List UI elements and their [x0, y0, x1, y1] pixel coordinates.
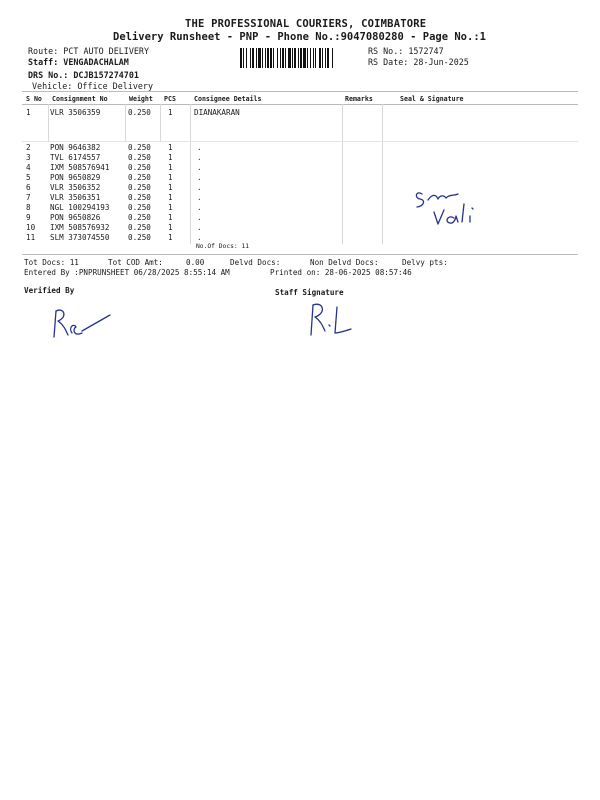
- barcode-bar: [267, 48, 269, 68]
- row-consignee: .: [197, 163, 202, 172]
- row-pcs: 1: [168, 203, 173, 212]
- barcode-image: [240, 48, 365, 68]
- barcode-bar: [319, 48, 321, 68]
- row-consignment: VLR 3506352: [50, 183, 101, 192]
- barcode-bar: [262, 48, 263, 68]
- row-pcs: 1: [168, 163, 173, 172]
- row-pcs: 1: [168, 223, 173, 232]
- barcode-bar: [258, 48, 261, 68]
- row-consignee: .: [197, 183, 202, 192]
- barcode-bar: [288, 48, 291, 68]
- verifier-signature: [46, 303, 126, 343]
- table-top-rule: [22, 91, 578, 92]
- row-weight: 0.250: [128, 153, 151, 162]
- row-consignee: .: [197, 153, 202, 162]
- row-weight: 0.250: [128, 223, 151, 232]
- staff-signature-label: Staff Signature: [275, 288, 344, 297]
- barcode-bar: [256, 48, 257, 68]
- row-weight: 0.250: [128, 233, 151, 242]
- row-pcs: 1: [168, 213, 173, 222]
- row-consignee: .: [197, 173, 202, 182]
- row-weight: 0.250: [128, 193, 151, 202]
- barcode-bar: [270, 48, 272, 68]
- row-weight: 0.250: [128, 108, 151, 117]
- barcode-bar: [240, 48, 242, 68]
- row-weight: 0.250: [128, 143, 151, 152]
- receiver-signature: [410, 180, 490, 230]
- row-weight: 0.250: [128, 183, 151, 192]
- row-pcs: 1: [168, 143, 173, 152]
- row-consignment: PON 9646382: [50, 143, 101, 152]
- row-sno: 9: [26, 213, 31, 222]
- row-consignment: VLR 3506351: [50, 193, 101, 202]
- row-sno: 6: [26, 183, 31, 192]
- row-pcs: 1: [168, 193, 173, 202]
- row-consignee: .: [197, 223, 202, 232]
- row-weight: 0.250: [128, 163, 151, 172]
- row-sno: 10: [26, 223, 36, 232]
- tot-cod-label: Tot COD Amt:: [108, 258, 163, 267]
- drs-info: DRS No.: DCJB157274701: [28, 70, 139, 80]
- barcode-bar: [300, 48, 302, 68]
- row-consignment: IXM 508576941: [50, 163, 110, 172]
- barcode-bar: [292, 48, 293, 68]
- row-consignment: IXM 508576932: [50, 223, 110, 232]
- col-pcs: PCS: [164, 95, 176, 103]
- row-consignment: PON 9650829: [50, 173, 101, 182]
- grid-line: [342, 104, 343, 244]
- barcode-bar: [315, 48, 316, 68]
- barcode-bar: [246, 48, 247, 68]
- barcode-bar: [298, 48, 299, 68]
- col-consignment: Consignment No: [52, 95, 108, 103]
- company-title: THE PROFESSIONAL COURIERS, COIMBATORE: [185, 18, 427, 30]
- barcode-bar: [273, 48, 274, 68]
- col-remarks: Remarks: [345, 95, 373, 103]
- row-sno: 11: [26, 233, 36, 242]
- row-consignee: .: [197, 193, 202, 202]
- barcode-bar: [280, 48, 281, 68]
- vehicle-info: Vehicle: Office Delivery: [32, 81, 154, 91]
- row-consignment: NGL 100294193: [50, 203, 110, 212]
- verified-by-label: Verified By: [24, 286, 75, 295]
- barcode-bar: [282, 48, 284, 68]
- runsheet-subtitle: Delivery Runsheet - PNP - Phone No.:9047080280 - Page No.:1: [113, 31, 486, 43]
- barcode-bar: [277, 48, 278, 68]
- row-weight: 0.250: [128, 173, 151, 182]
- row-weight: 0.250: [128, 213, 151, 222]
- barcode-bar: [294, 48, 296, 68]
- row-consignee: .: [197, 203, 202, 212]
- row-pcs: 1: [168, 183, 173, 192]
- route-info: Route: PCT AUTO DELIVERY: [28, 46, 150, 56]
- rs-date: RS Date: 28-Jun-2025: [368, 57, 469, 67]
- tot-cod-value: 0.00: [186, 258, 205, 267]
- barcode-bar: [243, 48, 244, 68]
- row-pcs: 1: [168, 233, 173, 242]
- non-delvd-docs: Non Delvd Docs:: [310, 258, 379, 267]
- barcode-bar: [250, 48, 251, 68]
- delvd-docs: Delvd Docs:: [230, 258, 281, 267]
- row-sno: 8: [26, 203, 31, 212]
- grid-line: [160, 104, 161, 142]
- staff-signature: [305, 297, 375, 342]
- staff-info: Staff: VENGADACHALAM: [28, 57, 129, 67]
- row-consignee: DIANAKARAN: [194, 108, 240, 117]
- no-of-docs: No.Of Docs: 11: [196, 243, 250, 250]
- row-consignee: .: [197, 233, 202, 242]
- barcode-bar: [307, 48, 308, 68]
- row-divider: [22, 141, 578, 142]
- barcode-bar: [325, 48, 326, 68]
- rs-number: RS No.: 1572747: [368, 46, 444, 56]
- col-seal-signature: Seal & Signature: [400, 95, 464, 103]
- entered-by: Entered By :PNPRUNSHEET 06/28/2025 8:55:14 AM: [24, 268, 230, 277]
- row-consignment: VLR 3506359: [50, 108, 101, 117]
- barcode-bar: [313, 48, 314, 68]
- barcode-bar: [285, 48, 286, 68]
- row-pcs: 1: [168, 153, 173, 162]
- grid-line: [382, 104, 383, 244]
- col-sno: S No: [26, 95, 42, 103]
- barcode-bar: [303, 48, 306, 68]
- grid-line: [190, 104, 191, 244]
- row-consignee: .: [197, 213, 202, 222]
- row-pcs: 1: [168, 108, 173, 117]
- barcode-bar: [332, 48, 333, 68]
- barcode-bar: [265, 48, 266, 68]
- col-consignee: Consignee Details: [194, 95, 262, 103]
- col-weight: Weight: [129, 95, 153, 103]
- row-sno: 4: [26, 163, 31, 172]
- grid-line: [48, 104, 49, 142]
- row-sno: 7: [26, 193, 31, 202]
- table-header-rule: [22, 104, 578, 105]
- barcode-bar: [322, 48, 323, 68]
- row-consignment: TVL 6174557: [50, 153, 101, 162]
- row-sno: 5: [26, 173, 31, 182]
- delvy-pts: Delvy pts:: [402, 258, 448, 267]
- barcode-bar: [327, 48, 329, 68]
- grid-line: [125, 104, 126, 142]
- row-consignment: PON 9650826: [50, 213, 101, 222]
- row-sno: 1: [26, 108, 31, 117]
- totals-rule: [22, 254, 578, 255]
- row-sno: 2: [26, 143, 31, 152]
- row-weight: 0.250: [128, 203, 151, 212]
- tot-docs: Tot Docs: 11: [24, 258, 79, 267]
- barcode-bar: [310, 48, 311, 68]
- row-pcs: 1: [168, 173, 173, 182]
- printed-on: Printed on: 28-06-2025 08:57:46: [270, 268, 412, 277]
- barcode-bar: [252, 48, 254, 68]
- row-consignment: SLM 373074550: [50, 233, 110, 242]
- row-consignee: .: [197, 143, 202, 152]
- row-sno: 3: [26, 153, 31, 162]
